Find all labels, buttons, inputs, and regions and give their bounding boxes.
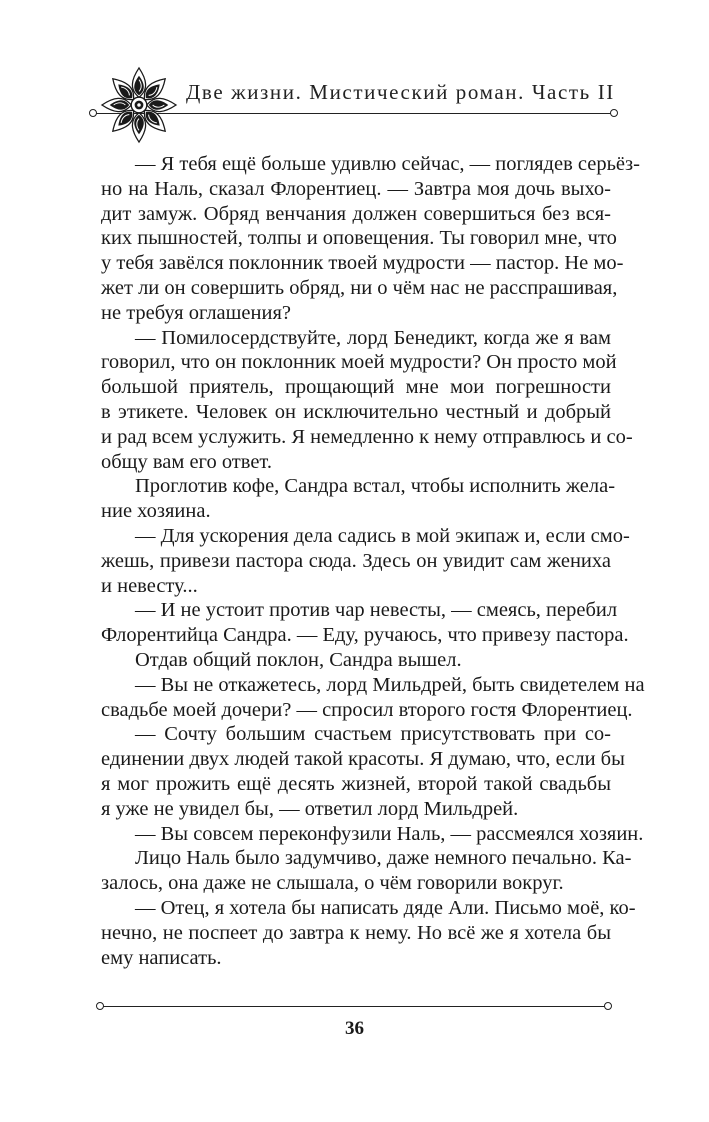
text-line: залось, она даже не слышала, о чём говорили вокруг.: [101, 872, 564, 895]
text-line: Флорентийца Сандра. — Еду, ручаюсь, что привезу пастора.: [101, 624, 629, 647]
text-line: и рад всем услужить. Я немедленно к нему отправлюсь и со-: [101, 425, 633, 448]
header-rule-left-dot: [89, 109, 97, 117]
footer-rule-left-dot: [96, 1002, 104, 1010]
text-line: но на Наль, сказал Флорентиец. — Завтра моя дочь выхо-: [101, 177, 611, 200]
mandala-lotus-ornament-icon: [100, 66, 178, 144]
text-line: — Помилосердствуйте, лорд Бенедикт, когда же я вам: [135, 326, 611, 349]
text-line: говорил, что он поклонник моей мудрости? Он просто мой: [101, 351, 617, 374]
page-number: 36: [345, 1018, 364, 1039]
text-line: не требуя оглашения?: [101, 301, 291, 324]
header-rule-right-dot: [610, 109, 618, 117]
text-line: — Я тебя ещё больше удивлю сейчас, — поглядев серьёз-: [135, 153, 640, 175]
text-line: — Для ускорения дела садись в мой экипаж и, если смо-: [135, 524, 630, 547]
text-line: — Сочту большим счастьем присутствовать при со-: [135, 723, 611, 746]
text-line: дит замуж. Обряд венчания должен совершиться без вся-: [101, 202, 611, 225]
text-line: ние хозяина.: [101, 500, 211, 523]
text-line: я уже не увидел бы, — ответил лорд Мильдрей.: [101, 797, 519, 820]
text-line: ких пышностей, толпы и оповещения. Ты говорил мне, что: [101, 227, 617, 250]
body-text: [101, 152, 645, 970]
text-line: Отдав общий поклон, Сандра вышел.: [135, 648, 462, 671]
running-title: Две жизни. Мистический роман. Часть II: [186, 80, 615, 104]
text-line: у тебя завёлся поклонник твоей мудрости — пастор. Не мо-: [101, 252, 624, 275]
footer-rule: [103, 1006, 607, 1007]
text-line: нечно, не поспеет до завтра к нему. Но всё же я хотела бы: [101, 921, 611, 944]
text-line: — И не устоит против чар невесты, — смеясь, перебил: [135, 599, 618, 622]
text-line: жет ли он совершить обряд, ни о чём нас не расспрашивая,: [101, 276, 618, 299]
text-line: свадьбе моей дочери? — спросил второго гостя Флорентиец.: [101, 698, 633, 721]
text-line: и невесту...: [101, 574, 198, 597]
text-line: ему написать.: [101, 946, 222, 969]
text-line: Проглотив кофе, Сандра встал, чтобы исполнить жела-: [135, 475, 616, 498]
text-line: общу вам его ответ.: [101, 450, 272, 473]
text-line: — Вы не откажетесь, лорд Мильдрей, быть свидетелем на: [135, 673, 645, 696]
text-line: — Отец, я хотела бы написать дяде Али. Письмо моё, ко-: [135, 896, 636, 919]
text-line: единении двух людей такой красоты. Я думаю, что, если бы: [101, 748, 625, 771]
text-line: большой приятель, прощающий мне мои погрешности: [101, 376, 611, 399]
text-line: — Вы совсем переконфузили Наль, — рассмеялся хозяин.: [135, 822, 644, 845]
text-line: жешь, привези пастора сюда. Здесь он увидит сам жениха: [101, 549, 611, 572]
text-line: Лицо Наль было задумчиво, даже немного печально. Ка-: [135, 847, 632, 870]
text-line: в этикете. Человек он исключительно честный и добрый: [101, 400, 611, 423]
text-line: я мог прожить ещё десять жизней, второй такой свадьбы: [101, 772, 611, 795]
footer-rule-right-dot: [604, 1002, 612, 1010]
